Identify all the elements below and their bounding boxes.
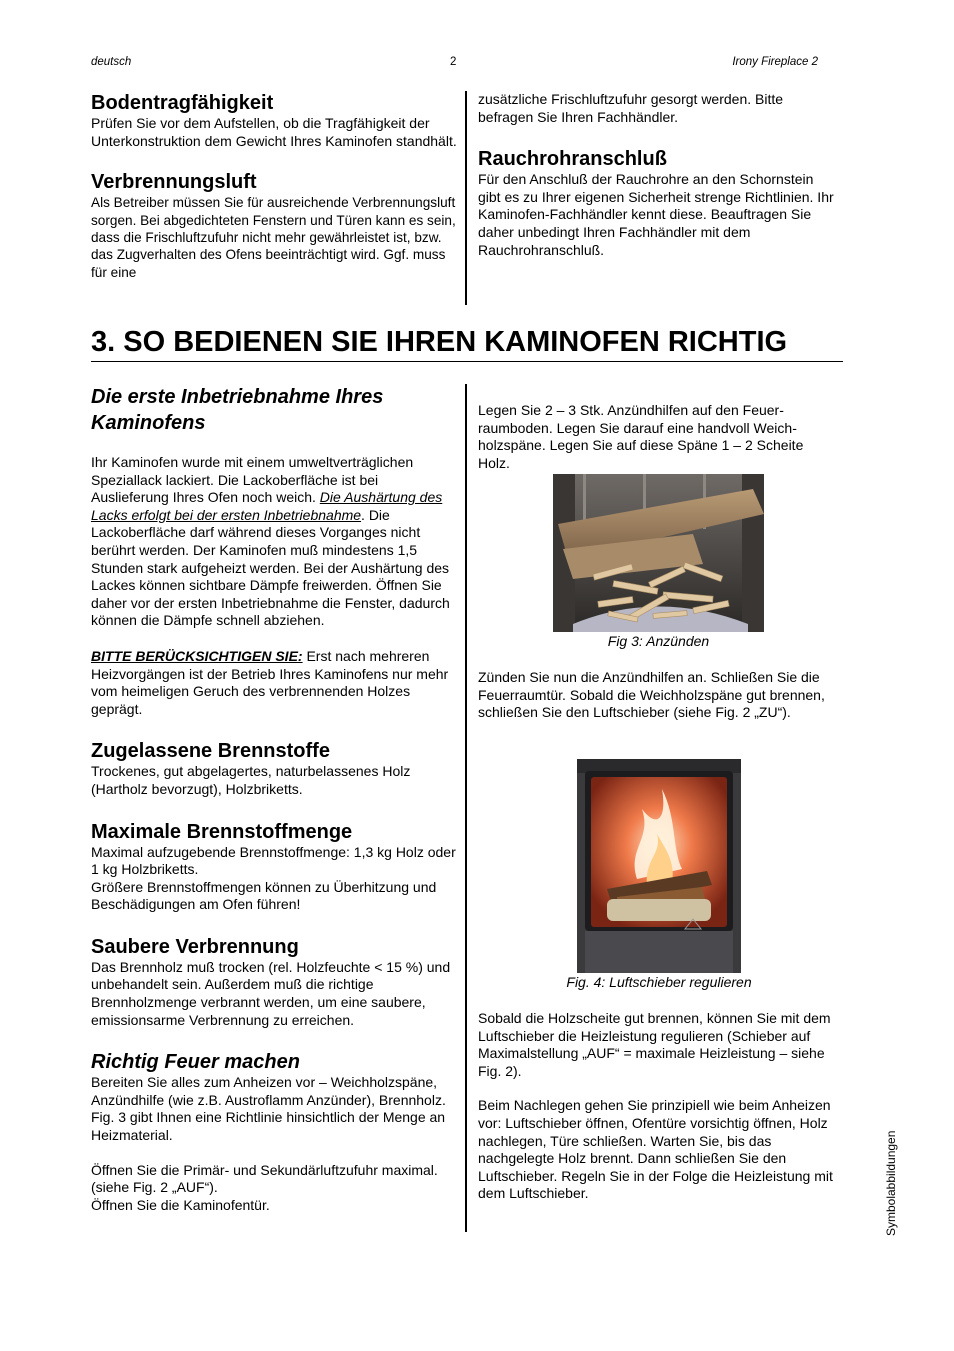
column-divider-main <box>465 384 467 1232</box>
section-text-richtig-3: Öffnen Sie die Kaminofentür. <box>91 1196 270 1213</box>
section-title-saubere-verbrennung: Saubere Verbrennung <box>91 935 299 958</box>
chapter-number: 3. <box>91 326 116 358</box>
section-text-sobald: Sobald die Holzscheite gut brennen, können Sie mit dem Luftschieber die Heizleistung regulieren (Schieber auf Maximalstellung „AUF“ = maximale Heizleistung – siehe Fig. 2). <box>478 1010 831 1079</box>
page-number: 2 <box>450 56 457 68</box>
underlined-note: Die Aushärtung des Lacks erfolgt bei der ersten Inbetriebnahme <box>91 489 443 523</box>
section-title-erste-inbetriebnahme: Die erste Inbetriebnahme Ihres Kaminofens <box>91 386 384 434</box>
section-text-richtig-1: Bereiten Sie alles zum Anheizen vor – Weichholzspäne, Anzündhilfe (wie z.B. Austroflamm Anzünder), Brennholz. Fig. 3 gibt Ihnen eine Richtlinie hinsichtlich der Menge an Heizmaterial. <box>91 1074 446 1144</box>
note-bitte: BITTE BERÜCKSICHTIGEN SIE: Erst nach mehreren Heizvorgängen ist der Betrieb Ihres Kaminofens nur mehr vom heimeligen Geruch des verbrennenden Holzes geprägt. <box>91 647 449 717</box>
section-title-maximale-brennstoffmenge: Maximale Brennstoffmenge <box>91 820 353 843</box>
section-text-zugelassene-brennstoffe: Trockenes, gut abgelagertes, naturbelassenes Holz (Hartholz bevorzugt), Holzbriketts. <box>91 763 411 797</box>
chapter-heading <box>91 324 843 362</box>
figure-4-caption: Fig. 4: Luftschieber regulieren <box>566 974 752 990</box>
header-product: Irony Fireplace 2 <box>732 56 818 68</box>
section-text-verbrennungsluft: Als Betreiber müssen Sie für ausreichende Verbrennungsluft sorgen. Bei abgedichteten Fenstern und Türen kann es sein, dass die Frischluftzufuhr nicht mehr gewährleistet ist, bzw. das Zugverhalten des Ofens beeinträchtigt wird. Ggf. muss für eine <box>91 195 456 280</box>
figure-4-image <box>577 759 741 973</box>
figure-3-caption: Fig 3: Anzünden <box>607 633 710 649</box>
section-text-nachlegen: Beim Nachlegen gehen Sie prinzipiell wie beim Anheizen vor: Luftschieber öffnen, Ofentüre vorsichtig öffnen, Holz nachlegen, Türe schließen. Warten Sie, bis das nachgelegte Holz brennt. Dann schließen Sie den Luftschieber. Regeln Sie in der Folge die Heizleistung mit dem Luftschieber. <box>478 1097 833 1202</box>
main-right-column <box>478 402 838 472</box>
section-text-maximale-1: Maximal aufzugebende Brennstoffmenge: 1,3 kg Holz oder 1 kg Holzbriketts. <box>91 843 456 878</box>
section-text-saubere-verbrennung: Das Brennholz muß trocken (rel. Holzfeuchte < 15 %) und unbehandelt sein. Außerdem muß die richtige Brennholzmenge verbrannt werden, um eine saubere, emissionsarme Verbrennung zu erreichen. <box>91 958 451 1028</box>
section-text-erste-inbetriebnahme: Ihr Kaminofen wurde mit einem umweltverträglichen Speziallack lackiert. Die Lackoberfläche ist bei Auslieferung Ihres Ofen noch weich. Die Aushärtung des Lacks erfolgt bei der ersten Inbetriebnahme. Die Lackoberfläche darf während dieses Vorganges nicht berührt werden. Der Kaminofen muß mindestens 1,5 Stunden stark aufgeheizt werden. Bei der Aushärtung des Lackes können sichtbare Dämpfe freiwerden. Öffnen Sie daher vor der ersten Inbetriebnahme die Fenster, dadurch können die Dämpfe schnell abziehen. <box>91 454 450 629</box>
header-language: deutsch <box>91 56 132 68</box>
section-text-bodentragfaehigkeit: Prüfen Sie vor dem Aufstellen, ob die Tragfähigkeit der Unterkonstruktion dem Gewicht Ihres Kaminofen standhält. <box>91 115 457 149</box>
sidebar-label: Symbolabbildungen <box>884 1130 898 1236</box>
section-text-richtig-2: Öffnen Sie die Primär- und Sekundärluftzufuhr maximal. (siehe Fig. 2 „AUF“). <box>91 1161 438 1196</box>
section-text-zuenden: Zünden Sie nun die Anzündhilfen an. Schließen Sie die Feuerraumtür. Sobald die Weichholzspäne gut brennen, schließen Sie den Luftschieber (siehe Fig. 2 „ZU“). <box>478 669 825 721</box>
figure-3-image <box>553 474 764 632</box>
note-label: BITTE BERÜCKSICHTIGEN SIE: <box>91 647 303 664</box>
column-divider-top <box>465 91 467 305</box>
top-left-column <box>91 91 457 281</box>
section-text-legen: Legen Sie 2 – 3 Stk. Anzündhilfen auf den Feuerraumboden. Legen Sie darauf eine handvoll Weichholzspäne. Legen Sie auf diese Späne 1 – 2 Scheite Holz. <box>478 402 804 471</box>
section-title-verbrennungsluft: Verbrennungsluft <box>91 171 257 194</box>
section-text-rauchrohranschluss: Für den Anschluß der Rauchrohre an den Schornstein gibt es zu Ihrer eigenen Sicherheit strenge Richtlinien. Ihr Kaminofen-Fachhändler kennt diese. Beauftragen Sie daher unbedingt Ihren Fachhändler mit dem Rauchrohranschluß. <box>478 171 834 258</box>
section-title-zugelassene-brennstoffe: Zugelassene Brennstoffe <box>91 740 330 763</box>
top-right-column <box>478 91 838 259</box>
section-text-continued: zusätzliche Frischluftzufuhr gesorgt werden. Bitte befragen Sie Ihren Fachhändler. <box>478 91 784 125</box>
chapter-title: SO BEDIENEN SIE IHREN KAMINOFEN RICHTIG <box>123 326 788 358</box>
main-left-column <box>91 384 457 1214</box>
section-text-maximale-2: Größere Brennstoffmengen können zu Überhitzung und Beschädigungen am Ofen führen! <box>91 878 437 913</box>
section-title-bodentragfaehigkeit: Bodentragfähigkeit <box>91 92 274 114</box>
section-title-richtig-feuer-machen: Richtig Feuer machen <box>91 1051 300 1074</box>
section-title-rauchrohranschluss: Rauchrohranschluß <box>478 148 667 171</box>
main-right-column-lower <box>478 1010 838 1203</box>
